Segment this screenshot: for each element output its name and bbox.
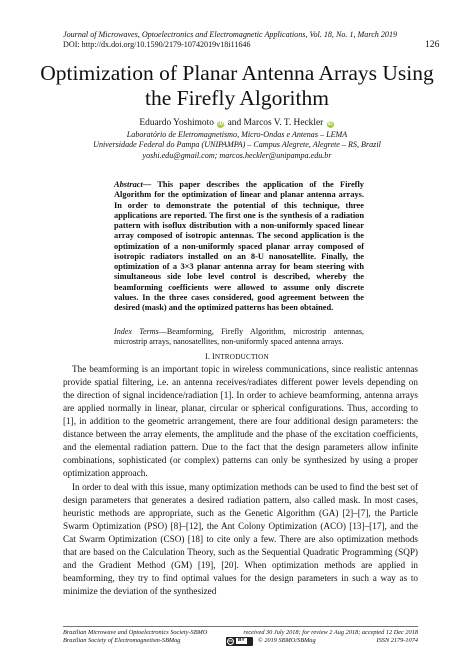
footer-copyright: © 2019 SBMO/SBMag — [258, 637, 316, 644]
doi-row — [63, 39, 440, 51]
abstract — [114, 180, 364, 313]
affiliation-university: Universidade Federal do Pampa (UNIPAMPA) – Campus Alegrete, Alegrete – RS, Brazil — [93, 140, 381, 150]
footer-issn: ISSN 2179-1074 — [376, 637, 418, 644]
title-line-1: Optimization of Planar Antenna Arrays Using — [40, 61, 434, 85]
section-heading-introduction — [40, 352, 434, 361]
running-head — [63, 30, 440, 51]
section-numeral: I. — [205, 352, 210, 361]
index-terms-label: Index Terms — [114, 327, 159, 336]
affiliation-block — [40, 130, 434, 161]
section-title: INTRODUCTION — [212, 352, 269, 361]
orcid-icon[interactable]: iD — [327, 121, 333, 127]
footer-society-sbmag: Brazilian Society of Electromagnetism-SBMag — [63, 637, 181, 644]
footer-received-dates: received 30 July 2018; for review 2 Aug 2018; accepted 12 Dec 2018 — [243, 629, 418, 636]
index-terms — [114, 327, 364, 348]
author-emails[interactable]: yoshi.edu@gmail.com; marcos.heckler@unipampa.edu.br — [142, 150, 332, 160]
index-terms-text: —Beamforming, Firefly Algorithm, microstrip antennas, microstrip arrays, nanosatellites, non-uniformly spaced antenna arrays. — [114, 327, 364, 347]
journal-citation: Journal of Microwaves, Optoelectronics and Electromagnetic Applications, Vol. 18, No. 1, March 2019 — [63, 30, 398, 39]
author-yoshimoto: Eduardo Yoshimoto — [139, 118, 214, 128]
abstract-label: Abstract— — [114, 180, 152, 189]
abstract-text: This paper describes the application of the Firefly Algorithm for the optimization of linear and planar antenna arrays. In order to demonstrate the potential of this technique, three applications are reported. The first one is the synthesis of a radiation pattern with isoflux distribution with a non-uniformly spaced linear array composed of isotropic antennas. The second application is the optimization of a non-uniformly spaced planar array composed of isotropic radiators installed on an 8-U nanosatellite. Finally, the optimization of a 3×3 planar antenna array for beam steering with simultaneous side lobe level control is described, whereby the beamforming coefficients were allowed to assume only discrete values. In the three cases considered, good agreement between the desired (mask) and the optimized patterns has been obtained. — [114, 180, 364, 312]
author-list — [40, 118, 434, 128]
author-heckler: and Marcos V. T. Heckler — [227, 118, 324, 128]
page-number: 126 — [425, 39, 440, 51]
affiliation-lab: Laboratório de Eletromagnetismo, Micro-Ondas e Antenas – LEMA — [126, 130, 348, 139]
cc-by-license-icon[interactable]: cc BY — [226, 637, 253, 646]
article-title — [40, 61, 434, 110]
footer-society-sbmo: Brazilian Microwave and Optoelectronics Society-SBMO — [63, 629, 208, 636]
title-line-2: the Firefly Algorithm — [145, 85, 329, 110]
body-paragraph: In order to deal with this issue, many optimization methods can be used to find the best set of design parameters that generates a desired radiation pattern, also called mask. In most cases, heuristic methods are appropriate, such as the Genetic Algorithm (GA) [2]–[7], the Particle Swarm Optimization (PSO) [8]–[12], the Ant Colony Optimization (ACO) [13]–[17], and the Cat Swarm Optimization (CSO) [18] to cite only a few. There are also optimization methods that are based on the Calculation Theory, such as the Sequential Quadratic Programming (SQP) and the Gradient Method (GM) [19], [20]. When optimization methods are applied in beamforming, they try to find optimal values for the design parameters in such a way as to minimize the deviation of the synthesized — [63, 482, 418, 597]
orcid-icon[interactable]: iD — [218, 121, 224, 127]
body-paragraph: The beamforming is an important topic in wireless communications, since realistic antennas provide spatial filtering, i.e. an antenna receives/radiates different power levels depending on the direction of signal incidence/radiation [1]. In order to achieve beamforming, antenna arrays are applied normally in linear, planar, circular or spherical configurations. Thus, according to [1], in addition to the geometric arrangement, there are four additional design parameters: the distance between the array elements, the amplitude and the phase of the excitation coefficients, and the elemental radiation pattern. Due to the fact that the design parameters allow infinite combinations, sophisticated (or complex) patterns can only be synthesized by using a proper optimization approach. — [63, 364, 418, 479]
doi-link[interactable]: DOI: http://dx.doi.org/10.1590/2179-10742019v18i11646 — [63, 40, 251, 50]
footer-divider — [63, 626, 418, 627]
